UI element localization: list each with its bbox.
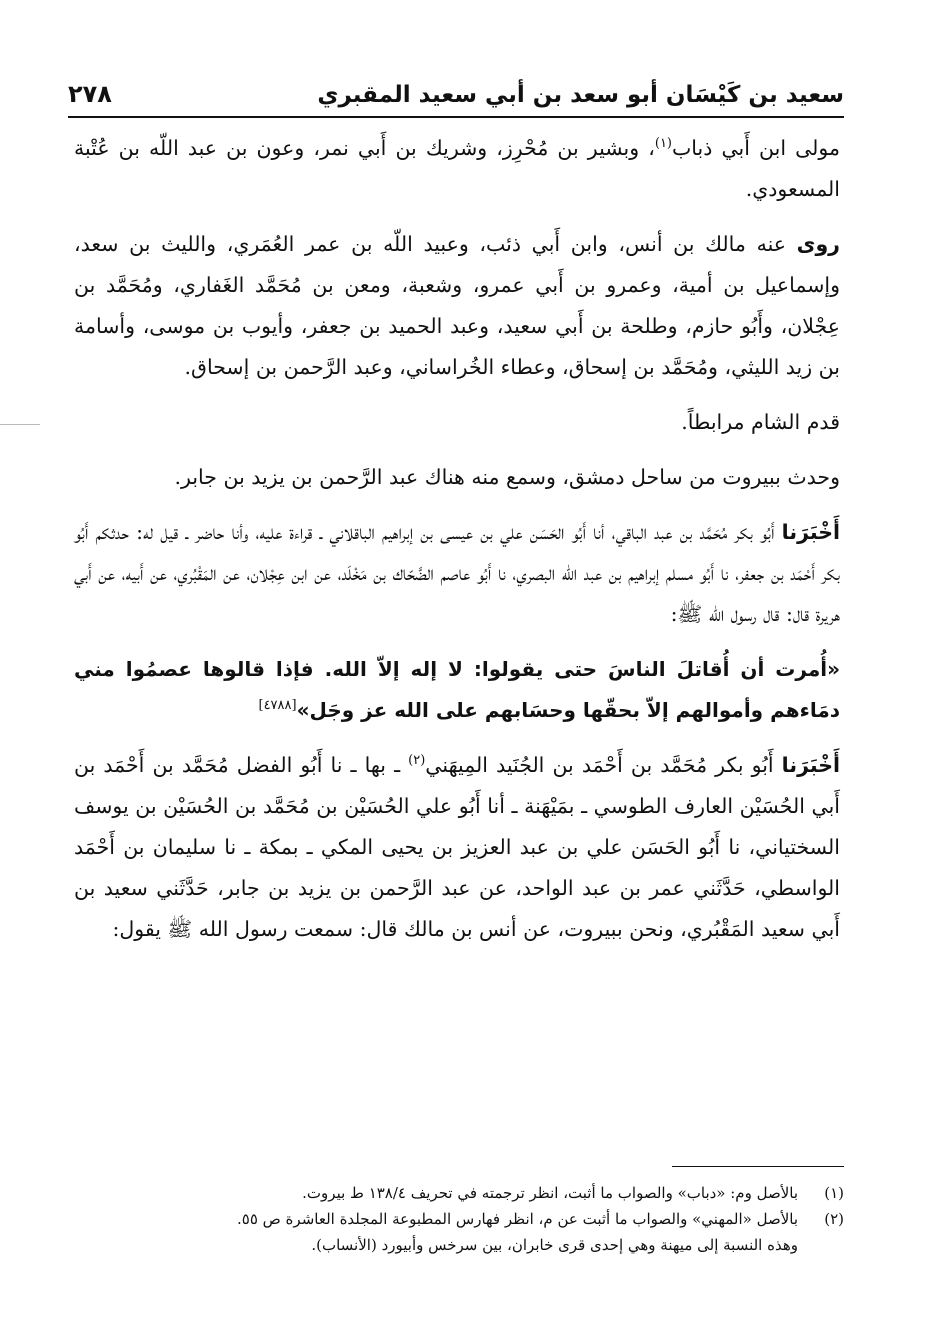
paragraph-teachers — [74, 128, 840, 210]
running-title: سعيد بن كَيْسَان أبو سعد بن أبي سعيد المقبري — [317, 82, 844, 108]
hadith-text — [74, 649, 840, 731]
header-rule — [68, 116, 844, 118]
paragraph-text: مولى ابن أَبي ذباب — [672, 136, 840, 160]
footnote-number: (٢) — [824, 1210, 844, 1228]
lead-word: أَخْبَرَنا — [781, 753, 840, 777]
lead-word: أَخْبَرَنا — [781, 520, 840, 544]
main-text — [74, 128, 840, 964]
footnote-2-continuation: وهذه النسبة إلى ميهنة وهي إحدى قرى خابران، بين سرخس وأبيورد (الأنساب). — [311, 1236, 798, 1254]
footnote-2 — [74, 1206, 844, 1232]
footnote-marker-1[interactable]: (١) — [654, 136, 672, 152]
footnote-rule — [672, 1166, 844, 1167]
hadith-matn: «أُمرت أن أُقاتلَ الناسَ حتى يقولوا: لا إله إلاّ الله. فإذا قالوها عصمُوا مني دمَاءهم وأموالهم إلاّ بحقّها وحسَابهم على الله عز وجَل» — [74, 657, 840, 722]
paragraph-isnad-2 — [74, 745, 840, 950]
paragraph-text: ، وبشير بن مُحْرِز، وشريك بن أَبي نمر، وعون بن عبد اللّه بن عُتْبة المسعودي. — [74, 136, 840, 201]
footnote-text: بالأصل وم: «دباب» والصواب ما أثبت، انظر ترجمته في تحريف ١٣٨/٤ ط بيروت. — [302, 1184, 798, 1202]
paragraph-narrators — [74, 224, 840, 388]
page-header — [68, 62, 844, 108]
paragraph-text: ـ بها ـ نا أَبُو الفضل مُحَمَّد بن أَحْمَد بن أَبي الحُسَيْن العارف الطوسي ـ بمَيْهَنة ـ أنا أَبُو علي الحُسَيْن بن مُحَمَّد بن الحُسَيْن بن يوسف السختياني، نا أَبُو الحَسَن علي بن عبد العزيز بن يحيى المكي ـ بمكة ـ نا سليمان بن أَحْمَد الواسطي، حَدَّثَني عمر بن عبد الواحد، عن عبد الرَّحمن بن يزيد بن جابر، حَدَّثَني سعيد بن أَبي سعيد المَقْبُري، ونحن ببيروت، عن أنس بن مالك قال: سمعت رسول الله ﷺ يقول: — [74, 753, 840, 941]
paragraph-isnad-1 — [74, 512, 840, 635]
lead-word: روى — [796, 232, 840, 256]
footnote-marker-2[interactable]: (٢) — [408, 753, 426, 769]
footnotes — [74, 1180, 844, 1258]
scan-edge-mark — [0, 424, 40, 425]
paragraph-text: أَبُو بكر مُحَمَّد بن عبد الباقي، أنا أَبُو الحَسَن علي بن عيسى بن إبراهيم الباقلاني ـ قراءة عليه، وأنا حاضر ـ قيل له: حدثكم أَبُو بكر أَحْمَد بن جعفر، نا أَبُو مسلم إبراهيم بن عبد اللّه البصري، نا أَبُو عاصم الضَّحّاك بن مَخْلَد، عن ابن عِجْلان، عن المَقْبُري، عن أَبيه، عن أَبي هريرة قال: قال رسول الله ﷺ: — [74, 520, 840, 626]
footnote-1 — [74, 1180, 844, 1206]
hadith-reference: [٤٧٨٨] — [258, 698, 297, 714]
paragraph-beirut: وحدث ببيروت من ساحل دمشق، وسمع منه هناك عبد الرَّحمن بن يزيد بن جابر. — [174, 465, 840, 489]
page-number: ٢٧٨ — [68, 80, 112, 108]
footnote-text: بالأصل «المهني» والصواب ما أثبت عن م، انظر فهارس المطبوعة المجلدة العاشرة ص ٥٥. — [236, 1210, 798, 1228]
footnote-number: (١) — [824, 1184, 844, 1202]
paragraph-sham: قدم الشام مرابطاً. — [681, 410, 840, 434]
paragraph-text: أَبُو بكر مُحَمَّد بن أَحْمَد بن الجُنَيد المِيهَني — [425, 753, 782, 777]
paragraph-text: عنه مالك بن أنس، وابن أَبي ذئب، وعبيد اللّه بن عمر العُمَري، والليث بن سعد، وإسماعيل بن أمية، وعمرو بن أَبي عمرو، وشعبة، ومعن بن مُحَمَّد الغَفاري، ومُحَمَّد بن عِجْلان، وأَبُو حازم، وطلحة بن أَبي سعيد، وعبد الحميد بن جعفر، وأيوب بن موسى، وأسامة بن زيد الليثي، ومُحَمَّد بن إسحاق، وعطاء الخُراساني، وعبد الرَّحمن بن إسحاق. — [74, 232, 840, 379]
